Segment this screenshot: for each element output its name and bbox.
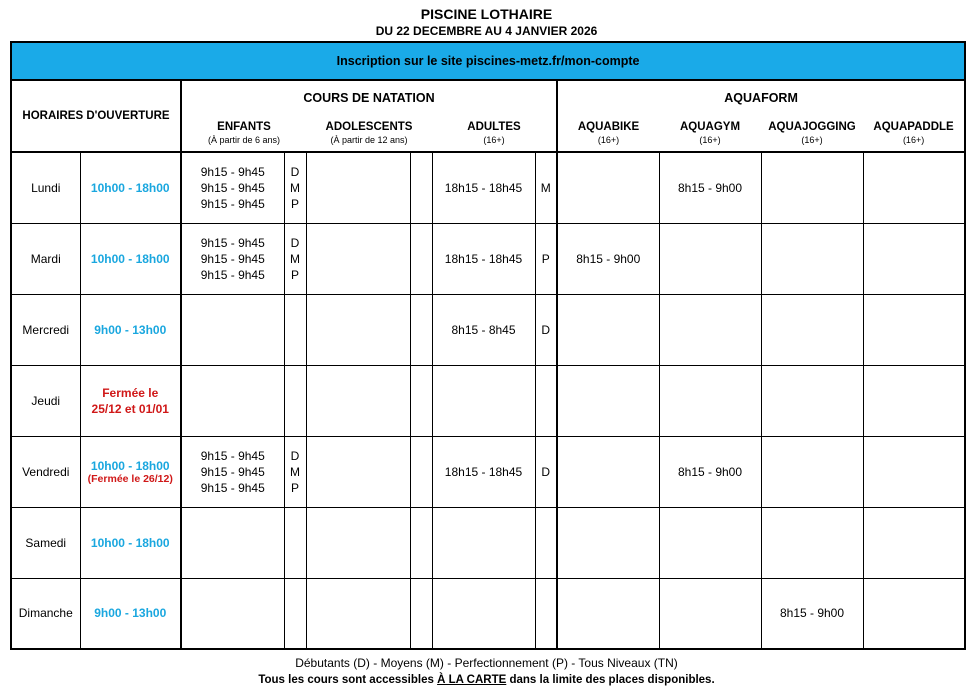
- opening-hours: [80, 294, 181, 365]
- time-slot: 9h15 - 9h45: [200, 164, 265, 179]
- children-header: ENFANTS (À partir de 6 ans): [181, 115, 306, 152]
- teens-levels: [410, 578, 432, 649]
- teens-times: [306, 578, 410, 649]
- opening-hours: [80, 578, 181, 649]
- adults-times: 18h15 - 18h45: [432, 436, 535, 507]
- aquagym-times: [659, 223, 761, 294]
- adults-level: D: [535, 436, 557, 507]
- time-slot: 9h15 - 9h45: [200, 448, 265, 463]
- children-levels: [284, 152, 306, 223]
- time-slot: 9h15 - 9h45: [200, 464, 265, 479]
- level-code: P: [290, 267, 299, 282]
- children-times: [181, 294, 284, 365]
- children-levels: [284, 223, 306, 294]
- aquapaddle-times: [863, 507, 965, 578]
- level-code: D: [290, 164, 300, 179]
- level-code: P: [290, 480, 299, 495]
- day-name: Lundi: [11, 152, 80, 223]
- aquagym-times: [659, 578, 761, 649]
- aquapaddle-times: [863, 223, 965, 294]
- children-times: [181, 365, 284, 436]
- children-times: [181, 578, 284, 649]
- aquajogging-times: [761, 507, 863, 578]
- aquabike-times: 8h15 - 9h00: [557, 223, 659, 294]
- time-slot: 9h15 - 9h45: [200, 180, 265, 195]
- aquagym-times: 8h15 - 9h00: [659, 152, 761, 223]
- closed-note: Fermée le: [102, 385, 159, 400]
- aquagym-times: [659, 365, 761, 436]
- day-name: Vendredi: [11, 436, 80, 507]
- closed-note: (Fermée le 26/12): [87, 472, 173, 485]
- adults-level: [535, 507, 557, 578]
- opening-hours: [80, 152, 181, 223]
- aquapaddle-times: [863, 152, 965, 223]
- teens-levels: [410, 365, 432, 436]
- teens-times: [306, 507, 410, 578]
- day-name: Mardi: [11, 223, 80, 294]
- page-title: PISCINE LOTHAIRE: [420, 6, 553, 22]
- adults-level: [535, 578, 557, 649]
- hours-value: 9h00 - 13h00: [94, 606, 167, 621]
- aquabike-header: AQUABIKE (16+): [557, 115, 659, 152]
- footer-note: Tous les cours sont accessibles À LA CARTE dans la limite des places disponibles.: [258, 674, 715, 686]
- aquabike-times: [557, 578, 659, 649]
- closed-note: 25/12 et 01/01: [91, 401, 169, 416]
- opening-hours: [80, 223, 181, 294]
- adults-times: [432, 365, 535, 436]
- opening-hours: [80, 436, 181, 507]
- opening-hours: [80, 365, 181, 436]
- time-slot: 9h15 - 9h45: [200, 235, 265, 250]
- time-slot: 9h15 - 9h45: [200, 196, 265, 211]
- children-times: [181, 507, 284, 578]
- adults-level: M: [535, 152, 557, 223]
- children-levels: [284, 365, 306, 436]
- level-code: M: [290, 180, 300, 195]
- day-name: Samedi: [11, 507, 80, 578]
- children-levels: [284, 294, 306, 365]
- aquajogging-times: [761, 365, 863, 436]
- adults-times: 18h15 - 18h45: [432, 152, 535, 223]
- children-levels: [284, 436, 306, 507]
- hours-value: 10h00 - 18h00: [90, 535, 170, 550]
- aquagym-times: [659, 294, 761, 365]
- time-slot: 9h15 - 9h45: [200, 251, 265, 266]
- day-name: Mercredi: [11, 294, 80, 365]
- time-slot: 9h15 - 9h45: [200, 480, 265, 495]
- children-levels: [284, 578, 306, 649]
- adults-level: P: [535, 223, 557, 294]
- aquajogging-times: [761, 223, 863, 294]
- hours-value: 10h00 - 18h00: [90, 251, 170, 266]
- aquapaddle-times: [863, 365, 965, 436]
- teens-times: [306, 436, 410, 507]
- children-times: [181, 436, 284, 507]
- time-slot: 9h15 - 9h45: [200, 267, 265, 282]
- opening-hours-header: HORAIRES D'OUVERTURE: [11, 80, 181, 152]
- teens-levels: [410, 507, 432, 578]
- teens-levels: [410, 294, 432, 365]
- level-legend: Débutants (D) - Moyens (M) - Perfectionnement (P) - Tous Niveaux (TN): [295, 656, 678, 670]
- aquabike-times: [557, 294, 659, 365]
- hours-value: 10h00 - 18h00: [90, 458, 170, 473]
- day-row: [11, 578, 965, 649]
- aquabike-times: [557, 365, 659, 436]
- hours-value: 10h00 - 18h00: [90, 180, 170, 195]
- aquapaddle-times: [863, 294, 965, 365]
- day-row: [11, 294, 965, 365]
- aquabike-times: [557, 152, 659, 223]
- aquapaddle-header: AQUAPADDLE (16+): [863, 115, 965, 152]
- opening-hours: [80, 507, 181, 578]
- aquaform-header: AQUAFORM: [557, 80, 965, 115]
- aquagym-times: [659, 507, 761, 578]
- teens-levels: [410, 223, 432, 294]
- level-code: M: [290, 251, 300, 266]
- level-code: M: [290, 464, 300, 479]
- aquajogging-times: [761, 152, 863, 223]
- level-code: P: [290, 196, 299, 211]
- day-row: [11, 365, 965, 436]
- level-code: D: [290, 235, 300, 250]
- adults-times: [432, 578, 535, 649]
- aquabike-times: [557, 507, 659, 578]
- page-subtitle: DU 22 DECEMBRE AU 4 JANVIER 2026: [375, 24, 598, 38]
- day-row: [11, 223, 965, 294]
- schedule-table: [10, 41, 966, 650]
- teens-header: ADOLESCENTS (À partir de 12 ans): [306, 115, 432, 152]
- children-times: [181, 152, 284, 223]
- teens-levels: [410, 152, 432, 223]
- adults-header: ADULTES (16+): [432, 115, 557, 152]
- children-times: [181, 223, 284, 294]
- day-row: [11, 507, 965, 578]
- aquagym-times: 8h15 - 9h00: [659, 436, 761, 507]
- aquapaddle-times: [863, 578, 965, 649]
- adults-times: [432, 507, 535, 578]
- aquabike-times: [557, 436, 659, 507]
- children-levels: [284, 507, 306, 578]
- teens-times: [306, 152, 410, 223]
- aquajogging-times: [761, 436, 863, 507]
- aquajogging-times: [761, 294, 863, 365]
- teens-times: [306, 365, 410, 436]
- day-name: Dimanche: [11, 578, 80, 649]
- day-row: [11, 436, 965, 507]
- day-name: Jeudi: [11, 365, 80, 436]
- hours-value: 9h00 - 13h00: [94, 322, 167, 337]
- adults-level: [535, 365, 557, 436]
- adults-times: 18h15 - 18h45: [432, 223, 535, 294]
- aquapaddle-times: [863, 436, 965, 507]
- adults-level: D: [535, 294, 557, 365]
- aquajogging-times: 8h15 - 9h00: [761, 578, 863, 649]
- teens-times: [306, 294, 410, 365]
- level-code: D: [290, 448, 300, 463]
- adults-times: 8h15 - 8h45: [432, 294, 535, 365]
- swimming-lessons-header: COURS DE NATATION: [181, 80, 557, 115]
- aquajogging-header: AQUAJOGGING (16+): [761, 115, 863, 152]
- aquagym-header: AQUAGYM (16+): [659, 115, 761, 152]
- registration-banner: Inscription sur le site piscines-metz.fr/mon-compte: [11, 42, 965, 80]
- teens-times: [306, 223, 410, 294]
- day-row: [11, 152, 965, 223]
- teens-levels: [410, 436, 432, 507]
